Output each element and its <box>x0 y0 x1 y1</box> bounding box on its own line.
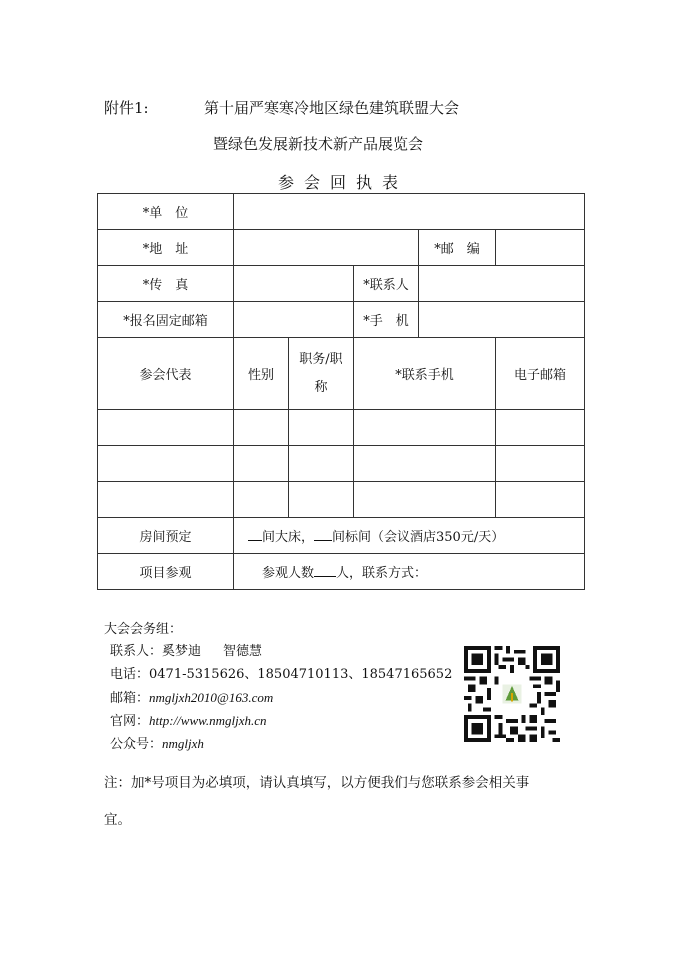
phone-numbers: 0471-5315626、18504710113、18547165652 <box>149 667 453 682</box>
wechat-id: nmgljxh <box>162 736 204 751</box>
title-input-cell[interactable] <box>289 482 354 518</box>
address-label: *地 址 <box>98 230 234 266</box>
col-header-title-line1: 职务/职 <box>299 351 343 367</box>
postcode-label: *邮 编 <box>419 230 496 266</box>
row-email-fixed <box>98 302 585 338</box>
attachment-label: 附件1: <box>104 99 149 117</box>
mobile-label: *手 机 <box>354 302 419 338</box>
contact-person1: 奚梦迪 <box>162 644 202 659</box>
mobile-input-cell[interactable] <box>419 302 585 338</box>
contact-wechat <box>110 733 204 756</box>
row-address <box>98 230 585 266</box>
room-twin-blank[interactable] <box>314 528 332 541</box>
room-value-cell[interactable] <box>234 518 585 554</box>
fax-input-cell[interactable] <box>234 266 354 302</box>
col-header-rep: 参会代表 <box>98 338 234 410</box>
room-double-blank[interactable] <box>248 528 262 541</box>
contact-website <box>110 710 267 733</box>
contact-person-label: 联系人： <box>110 644 163 659</box>
website-link[interactable]: http://www.nmgljxh.cn <box>149 713 267 728</box>
contact-label: *联系人 <box>354 266 419 302</box>
row-fax <box>98 266 585 302</box>
title-input-cell[interactable] <box>289 410 354 446</box>
email-fixed-label: *报名固定邮箱 <box>98 302 234 338</box>
contact-group-label: 大会会务组： <box>104 622 183 637</box>
unit-label: *单 位 <box>98 194 234 230</box>
title-line1: 第十届严寒寒冷地区绿色建筑联盟大会 <box>204 99 460 117</box>
contact-input-cell[interactable] <box>419 266 585 302</box>
email-input-cell[interactable] <box>496 446 585 482</box>
rep-input-cell[interactable] <box>98 482 234 518</box>
website-label: 官网： <box>110 714 150 729</box>
unit-input-cell[interactable] <box>234 194 585 230</box>
row-visit <box>98 554 585 590</box>
note-line2: 宜。 <box>104 812 131 828</box>
visit-value-cell[interactable] <box>234 554 585 590</box>
phone-input-cell[interactable] <box>354 410 496 446</box>
table-row <box>98 446 585 482</box>
gender-input-cell[interactable] <box>234 446 289 482</box>
title-input-cell[interactable] <box>289 446 354 482</box>
phone-input-cell[interactable] <box>354 446 496 482</box>
visit-part2: 人，联系方式： <box>336 566 428 581</box>
row-room <box>98 518 585 554</box>
email-input-cell[interactable] <box>496 410 585 446</box>
col-header-gender: 性别 <box>234 338 289 410</box>
email-fixed-input-cell[interactable] <box>234 302 354 338</box>
fax-label: *传 真 <box>98 266 234 302</box>
note-line1: 注：加*号项目为必填项，请认真填写，以方便我们与您联系参会相关事 <box>104 775 530 791</box>
contact-person2: 智德慧 <box>223 644 263 659</box>
contact-persons <box>110 641 262 663</box>
col-header-phone: *联系手机 <box>354 338 496 410</box>
table-row <box>98 410 585 446</box>
rep-input-cell[interactable] <box>98 446 234 482</box>
email-link[interactable]: nmgljxh2010@163.com <box>149 690 274 705</box>
email-input-cell[interactable] <box>496 482 585 518</box>
visit-part1: 参观人数 <box>262 566 315 581</box>
registration-form-table <box>97 193 585 590</box>
col-header-title-line2: 称 <box>314 379 328 395</box>
visit-count-blank[interactable] <box>314 564 336 577</box>
title-line2: 暨绿色发展新技术新产品展览会 <box>213 135 424 153</box>
room-part2: 间标间（会议酒店350元/天） <box>332 530 505 545</box>
gender-input-cell[interactable] <box>234 410 289 446</box>
rep-input-cell[interactable] <box>98 410 234 446</box>
room-label: 房间预定 <box>98 518 234 554</box>
table-row <box>98 482 585 518</box>
postcode-input-cell[interactable] <box>496 230 585 266</box>
email-label: 邮箱： <box>110 691 150 706</box>
col-header-email: 电子邮箱 <box>496 338 585 410</box>
form-title: 参会回执表 <box>278 173 409 192</box>
room-part1: 间大床， <box>262 530 315 545</box>
gender-input-cell[interactable] <box>234 482 289 518</box>
phone-label: 电话： <box>110 667 150 682</box>
wechat-label: 公众号： <box>110 737 163 752</box>
phone-input-cell[interactable] <box>354 482 496 518</box>
row-unit <box>98 194 585 230</box>
visit-label: 项目参观 <box>98 554 234 590</box>
contact-email <box>110 687 273 710</box>
qr-code-icon <box>464 646 560 742</box>
col-header-title <box>289 338 354 410</box>
contact-phone <box>110 664 452 686</box>
row-column-headers <box>98 338 585 410</box>
address-input-cell[interactable] <box>234 230 419 266</box>
